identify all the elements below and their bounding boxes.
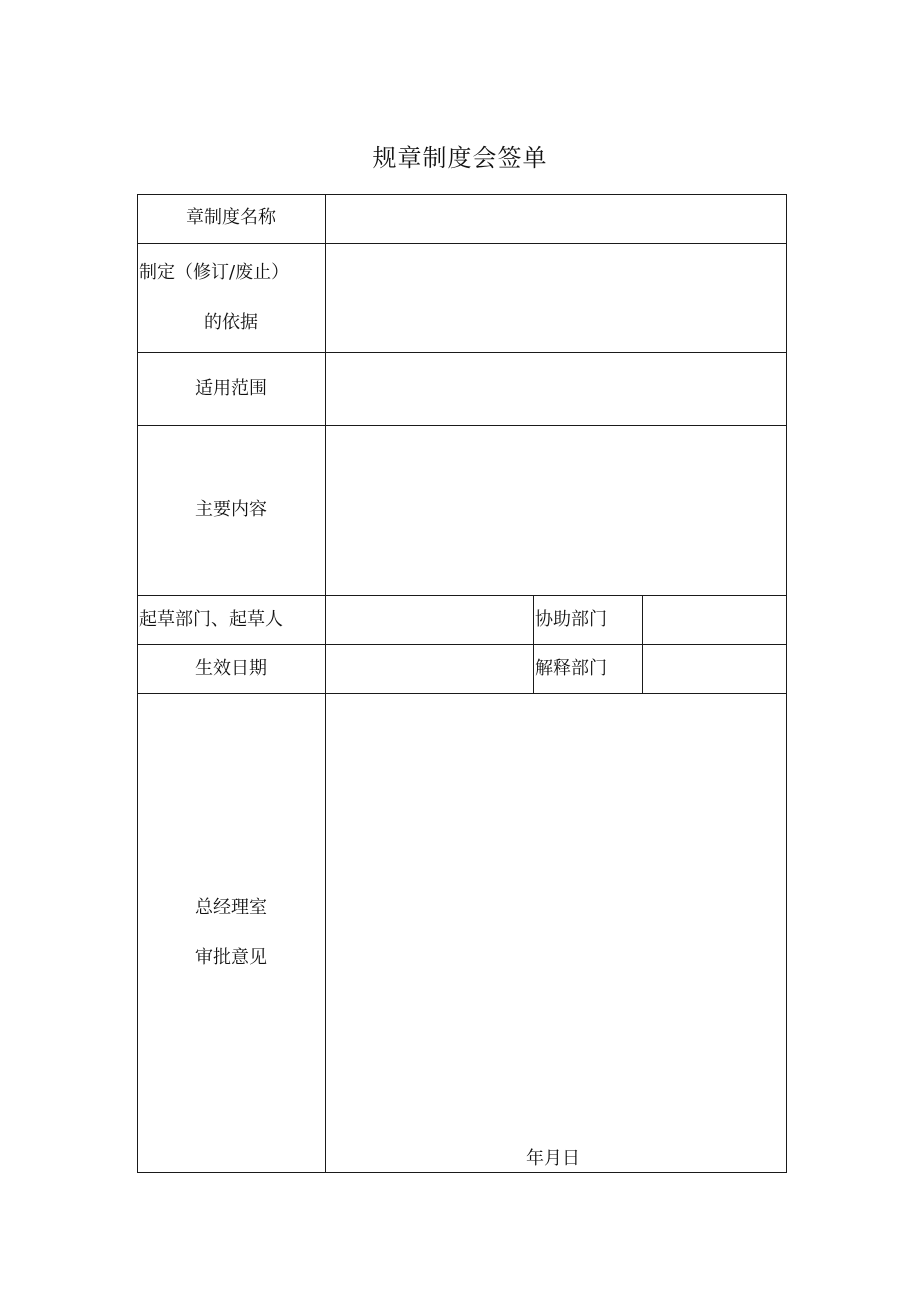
approval-label-line2: 审批意见	[195, 947, 267, 968]
main-content-label: 主要内容	[195, 499, 267, 520]
table-border-left	[137, 194, 138, 1173]
scope-field[interactable]	[326, 353, 786, 425]
table-border-right	[786, 194, 787, 1173]
interpret-dept-field[interactable]	[643, 645, 786, 693]
assist-dept-field[interactable]	[643, 596, 786, 644]
approval-opinion-field[interactable]	[326, 694, 786, 1172]
signoff-table	[137, 194, 787, 1173]
regulation-name-field[interactable]	[326, 195, 786, 243]
drafter-field[interactable]	[326, 596, 533, 644]
basis-field[interactable]	[326, 244, 786, 352]
effective-date-label: 生效日期	[195, 658, 267, 679]
sub-column-divider	[533, 595, 534, 693]
form-title: 规章制度会签单	[372, 144, 548, 172]
effective-date-field[interactable]	[326, 645, 533, 693]
basis-label-line2: 的依据	[204, 312, 258, 333]
approval-date-label: 年月日	[526, 1148, 580, 1169]
interpret-dept-label: 解释部门	[535, 658, 607, 679]
basis-label-line1: 制定（修订/废止）	[139, 262, 290, 283]
drafter-label: 起草部门、起草人	[139, 609, 283, 630]
table-border-bottom	[137, 1172, 787, 1173]
main-content-field[interactable]	[326, 426, 786, 595]
regulation-name-label: 章制度名称	[186, 207, 276, 228]
assist-dept-label: 协助部门	[535, 609, 607, 630]
scope-label: 适用范围	[195, 378, 267, 399]
approval-label-line1: 总经理室	[195, 897, 267, 918]
